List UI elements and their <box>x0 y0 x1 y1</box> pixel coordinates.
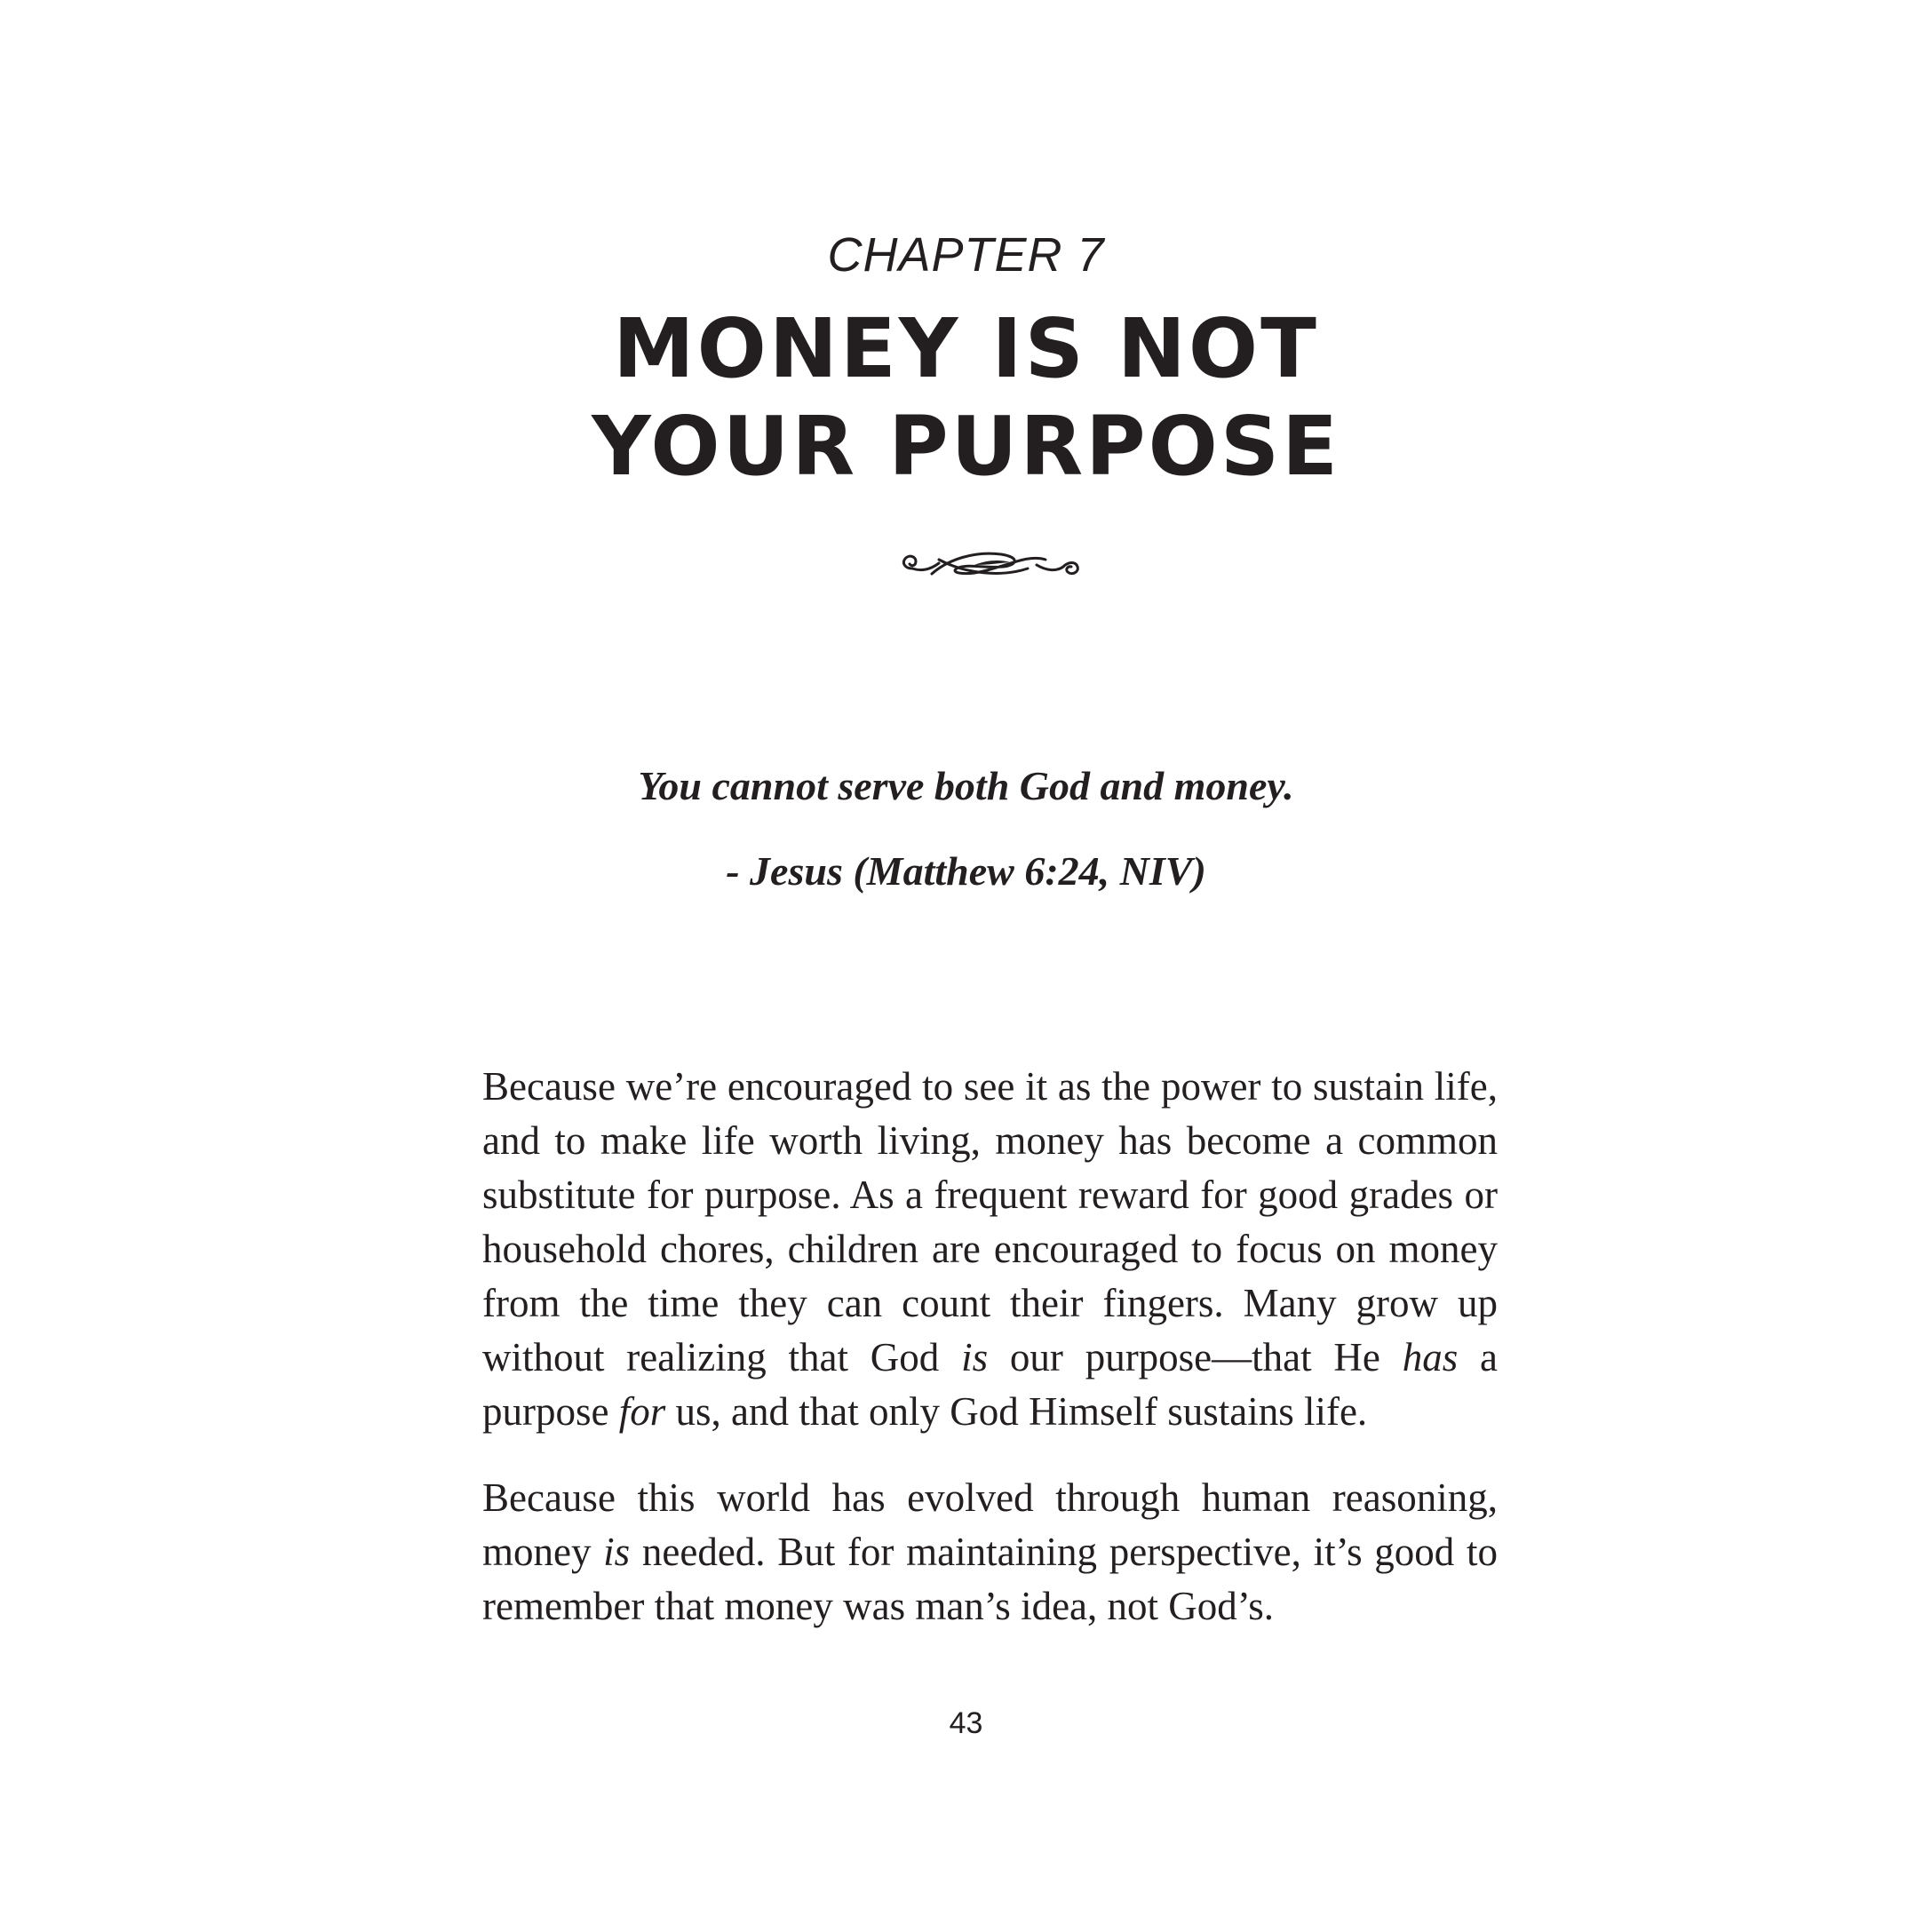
paragraph-1-text: our purpose—that He <box>988 1335 1403 1379</box>
paragraph-1-text: a purpose <box>482 1335 1498 1434</box>
emphasis-has: has <box>1402 1335 1459 1379</box>
chapter-title-line-2: YOUR PURPOSE <box>592 399 1340 494</box>
chapter-title <box>0 300 1932 496</box>
epigraph-source: - Jesus (Matthew 6:24, NIV) <box>726 848 1206 894</box>
paragraph-2-text: Because this world has evolved through human reasoning, money <box>482 1475 1498 1574</box>
page-number: 43 <box>949 1706 983 1740</box>
chapter-title-line-1: MONEY IS NOT <box>613 301 1319 396</box>
paragraph-1-text: Because we’re encouraged to see it as the power to sustain life, and to make life worth living, money has become a common substitute for purpose. As a frequent reward for good grades or household chores, children are encouraged to focus on money from the time they can count their fingers. Many grow up without realizing that God <box>482 1064 1498 1379</box>
epigraph-quote: You cannot serve both God and money. <box>638 763 1294 808</box>
emphasis-for: for <box>618 1389 666 1434</box>
flourish-divider-icon <box>886 542 1092 586</box>
paragraph-1-text: us, and that only God Himself sustains life. <box>665 1389 1368 1434</box>
chapter-label: CHAPTER 7 <box>827 228 1105 282</box>
emphasis-is: is <box>961 1335 989 1379</box>
paragraph-2-text: needed. But for maintaining perspective, it’s good to remember that money was man’s idea, not God’s. <box>482 1530 1498 1628</box>
body-text <box>482 1060 1498 1666</box>
paragraph-2 <box>482 1471 1498 1634</box>
paragraph-1 <box>482 1060 1498 1439</box>
emphasis-is: is <box>603 1530 631 1574</box>
